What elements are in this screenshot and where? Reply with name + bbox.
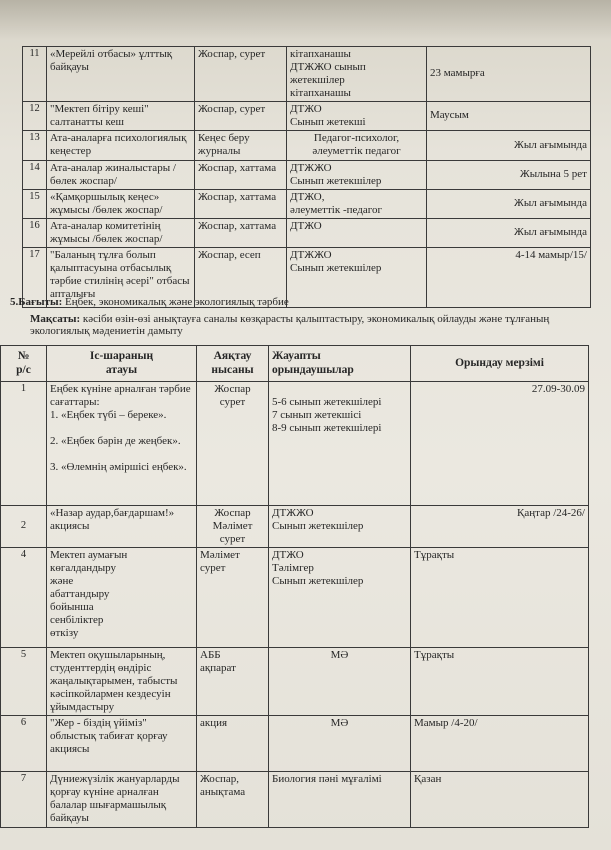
- row-number: 6: [1, 715, 47, 771]
- report-form: АББ ақпарат: [197, 647, 269, 715]
- responsible: ДТЖО: [287, 218, 427, 247]
- table-row: [1, 382, 589, 506]
- table-row: [1, 506, 589, 548]
- row-number: 4: [1, 547, 47, 647]
- event-name: "Мектеп бітіру кеші" салтанатты кеш: [47, 101, 195, 130]
- table-row: [23, 218, 591, 247]
- responsible: МӘ: [269, 647, 411, 715]
- due-date: Тұрақты: [411, 547, 589, 647]
- col-header-form: Аяқтау нысаны: [197, 346, 269, 382]
- row-number: 2: [1, 506, 47, 548]
- table-header-row: [1, 346, 589, 382]
- due-date: 4-14 мамыр/15/: [427, 247, 591, 307]
- due-date: Қаңтар /24-26/: [411, 506, 589, 548]
- event-name: Еңбек күніне арналған тәрбие сағаттары: 1. «Еңбек түбі – береке». 2. «Еңбек бәрін де жеңбек». 3. «Өлемнің әміршісі еңбек».: [47, 382, 197, 506]
- event-name: Ата-аналар комитетінің жұмысы /бөлек жоспар/: [47, 218, 195, 247]
- col-header-date: Орындау мерзімі: [411, 346, 589, 382]
- report-form: Жоспар, анықтама: [197, 771, 269, 827]
- responsible: ДТЖО Тәлімгер Сынып жетекшілер: [269, 547, 411, 647]
- events-table-part-2: [0, 345, 589, 828]
- page-shadow: [0, 0, 611, 40]
- due-date: Жыл ағымында: [427, 218, 591, 247]
- responsible: ДТЖЖО Сынып жетекшілер: [269, 506, 411, 548]
- event-name: "Баланың тұлға болып қалыптасуына отбасылық тәрбие стилінің әсері" отбасы апталығы: [47, 247, 195, 307]
- report-form: акция: [197, 715, 269, 771]
- responsible: 5-6 сынып жетекшілері 7 сынып жетекшісі 8-9 сынып жетекшілері: [269, 382, 411, 506]
- report-form: Жоспар, есеп: [195, 247, 287, 307]
- event-name: Мектеп аумағын көгалдандыру және абаттандыру бойынша сенбіліктер өткізу: [47, 547, 197, 647]
- table-row: [23, 101, 591, 130]
- responsible: ДТЖЖО Сынып жетекшілер: [287, 247, 427, 307]
- responsible: ДТЖЖО Сынып жетекшілер: [287, 160, 427, 189]
- due-date: Жылына 5 рет: [427, 160, 591, 189]
- due-date: Жыл ағымында: [427, 189, 591, 218]
- due-date: Жыл ағымында: [427, 130, 591, 160]
- table-row: [23, 130, 591, 160]
- row-number: 15: [23, 189, 47, 218]
- responsible: кітапханашы ДТЖЖО сынып жетекшілер кітапханашы: [287, 47, 427, 102]
- section-goal: [30, 313, 590, 337]
- table-row: [1, 647, 589, 715]
- due-date: 23 мамырға: [427, 47, 591, 102]
- section-heading: [10, 296, 590, 308]
- col-header-event: Іс-шараның атауы: [47, 346, 197, 382]
- event-name: «Мерейлі отбасы» ұлттық байқауы: [47, 47, 195, 102]
- row-number: 5: [1, 647, 47, 715]
- due-date: Қазан: [411, 771, 589, 827]
- responsible: ДТЖО, әлеуметтік -педагог: [287, 189, 427, 218]
- table-row: [1, 547, 589, 647]
- report-form: Жоспар, сурет: [195, 47, 287, 102]
- event-name: "Жер - біздің үйіміз" облыстық табиғат қорғау акциясы: [47, 715, 197, 771]
- row-number: 17: [23, 247, 47, 307]
- table-row: [23, 47, 591, 102]
- due-date: Мамыр /4-20/: [411, 715, 589, 771]
- due-date: Тұрақты: [411, 647, 589, 715]
- events-table-part-1: [22, 46, 591, 308]
- responsible: Биология пәні мұғалімі: [269, 771, 411, 827]
- report-form: Мәлімет сурет: [197, 547, 269, 647]
- report-form: Жоспар, сурет: [195, 101, 287, 130]
- row-number: 16: [23, 218, 47, 247]
- table-row: [23, 160, 591, 189]
- event-name: Мектеп оқушыларының, студенттердің өндіріс жаңалықтарымен, табысты кәсіпкойлармен кездесуін ұйымдастыру: [47, 647, 197, 715]
- event-name: Дүниежүзілік жануарларды қорғау күніне арналған балалар шығармашылық байқауы: [47, 771, 197, 827]
- responsible: МӘ: [269, 715, 411, 771]
- table-row: [1, 715, 589, 771]
- section-label: 5.Бағыты:: [10, 296, 63, 308]
- row-number: 14: [23, 160, 47, 189]
- report-form: Кеңес беру журналы: [195, 130, 287, 160]
- row-number: 7: [1, 771, 47, 827]
- col-header-responsible: Жауапты орындаушылар: [269, 346, 411, 382]
- event-name: Ата-аналарға психологиялық кеңестер: [47, 130, 195, 160]
- event-name: «Қамқоршылық кеңес» жұмысы /бөлек жоспар/: [47, 189, 195, 218]
- row-number: 1: [1, 382, 47, 506]
- row-number: 11: [23, 47, 47, 102]
- responsible: Педагог-психолог, әлеуметтік педагог: [287, 130, 427, 160]
- due-date: 27.09-30.09: [411, 382, 589, 506]
- responsible: ДТЖО Сынып жетекші: [287, 101, 427, 130]
- event-name: Ата-аналар жиналыстары /бөлек жоспар/: [47, 160, 195, 189]
- table-row: [1, 771, 589, 827]
- goal-label: Мақсаты:: [30, 313, 81, 325]
- row-number: 12: [23, 101, 47, 130]
- row-number: 13: [23, 130, 47, 160]
- report-form: Жоспар, хаттама: [195, 160, 287, 189]
- report-form: Жоспар Мәлімет сурет: [197, 506, 269, 548]
- col-header-number: № р/с: [1, 346, 47, 382]
- report-form: Жоспар, хаттама: [195, 218, 287, 247]
- report-form: Жоспар сурет: [197, 382, 269, 506]
- due-date: Маусым: [427, 101, 591, 130]
- table-row: [23, 189, 591, 218]
- section-title: Еңбек, экономикалық және экологиялық тәрбие: [65, 296, 289, 308]
- report-form: Жоспар, хаттама: [195, 189, 287, 218]
- event-name: «Назар аудар,бағдаршам!» акциясы: [47, 506, 197, 548]
- goal-text: кәсіби өзін-өзі анықтауға саналы көзқарасты қалыптастыру, экономикалық ойлауды және тұлғаның экологиялық мәдениетін дамыту: [30, 313, 550, 337]
